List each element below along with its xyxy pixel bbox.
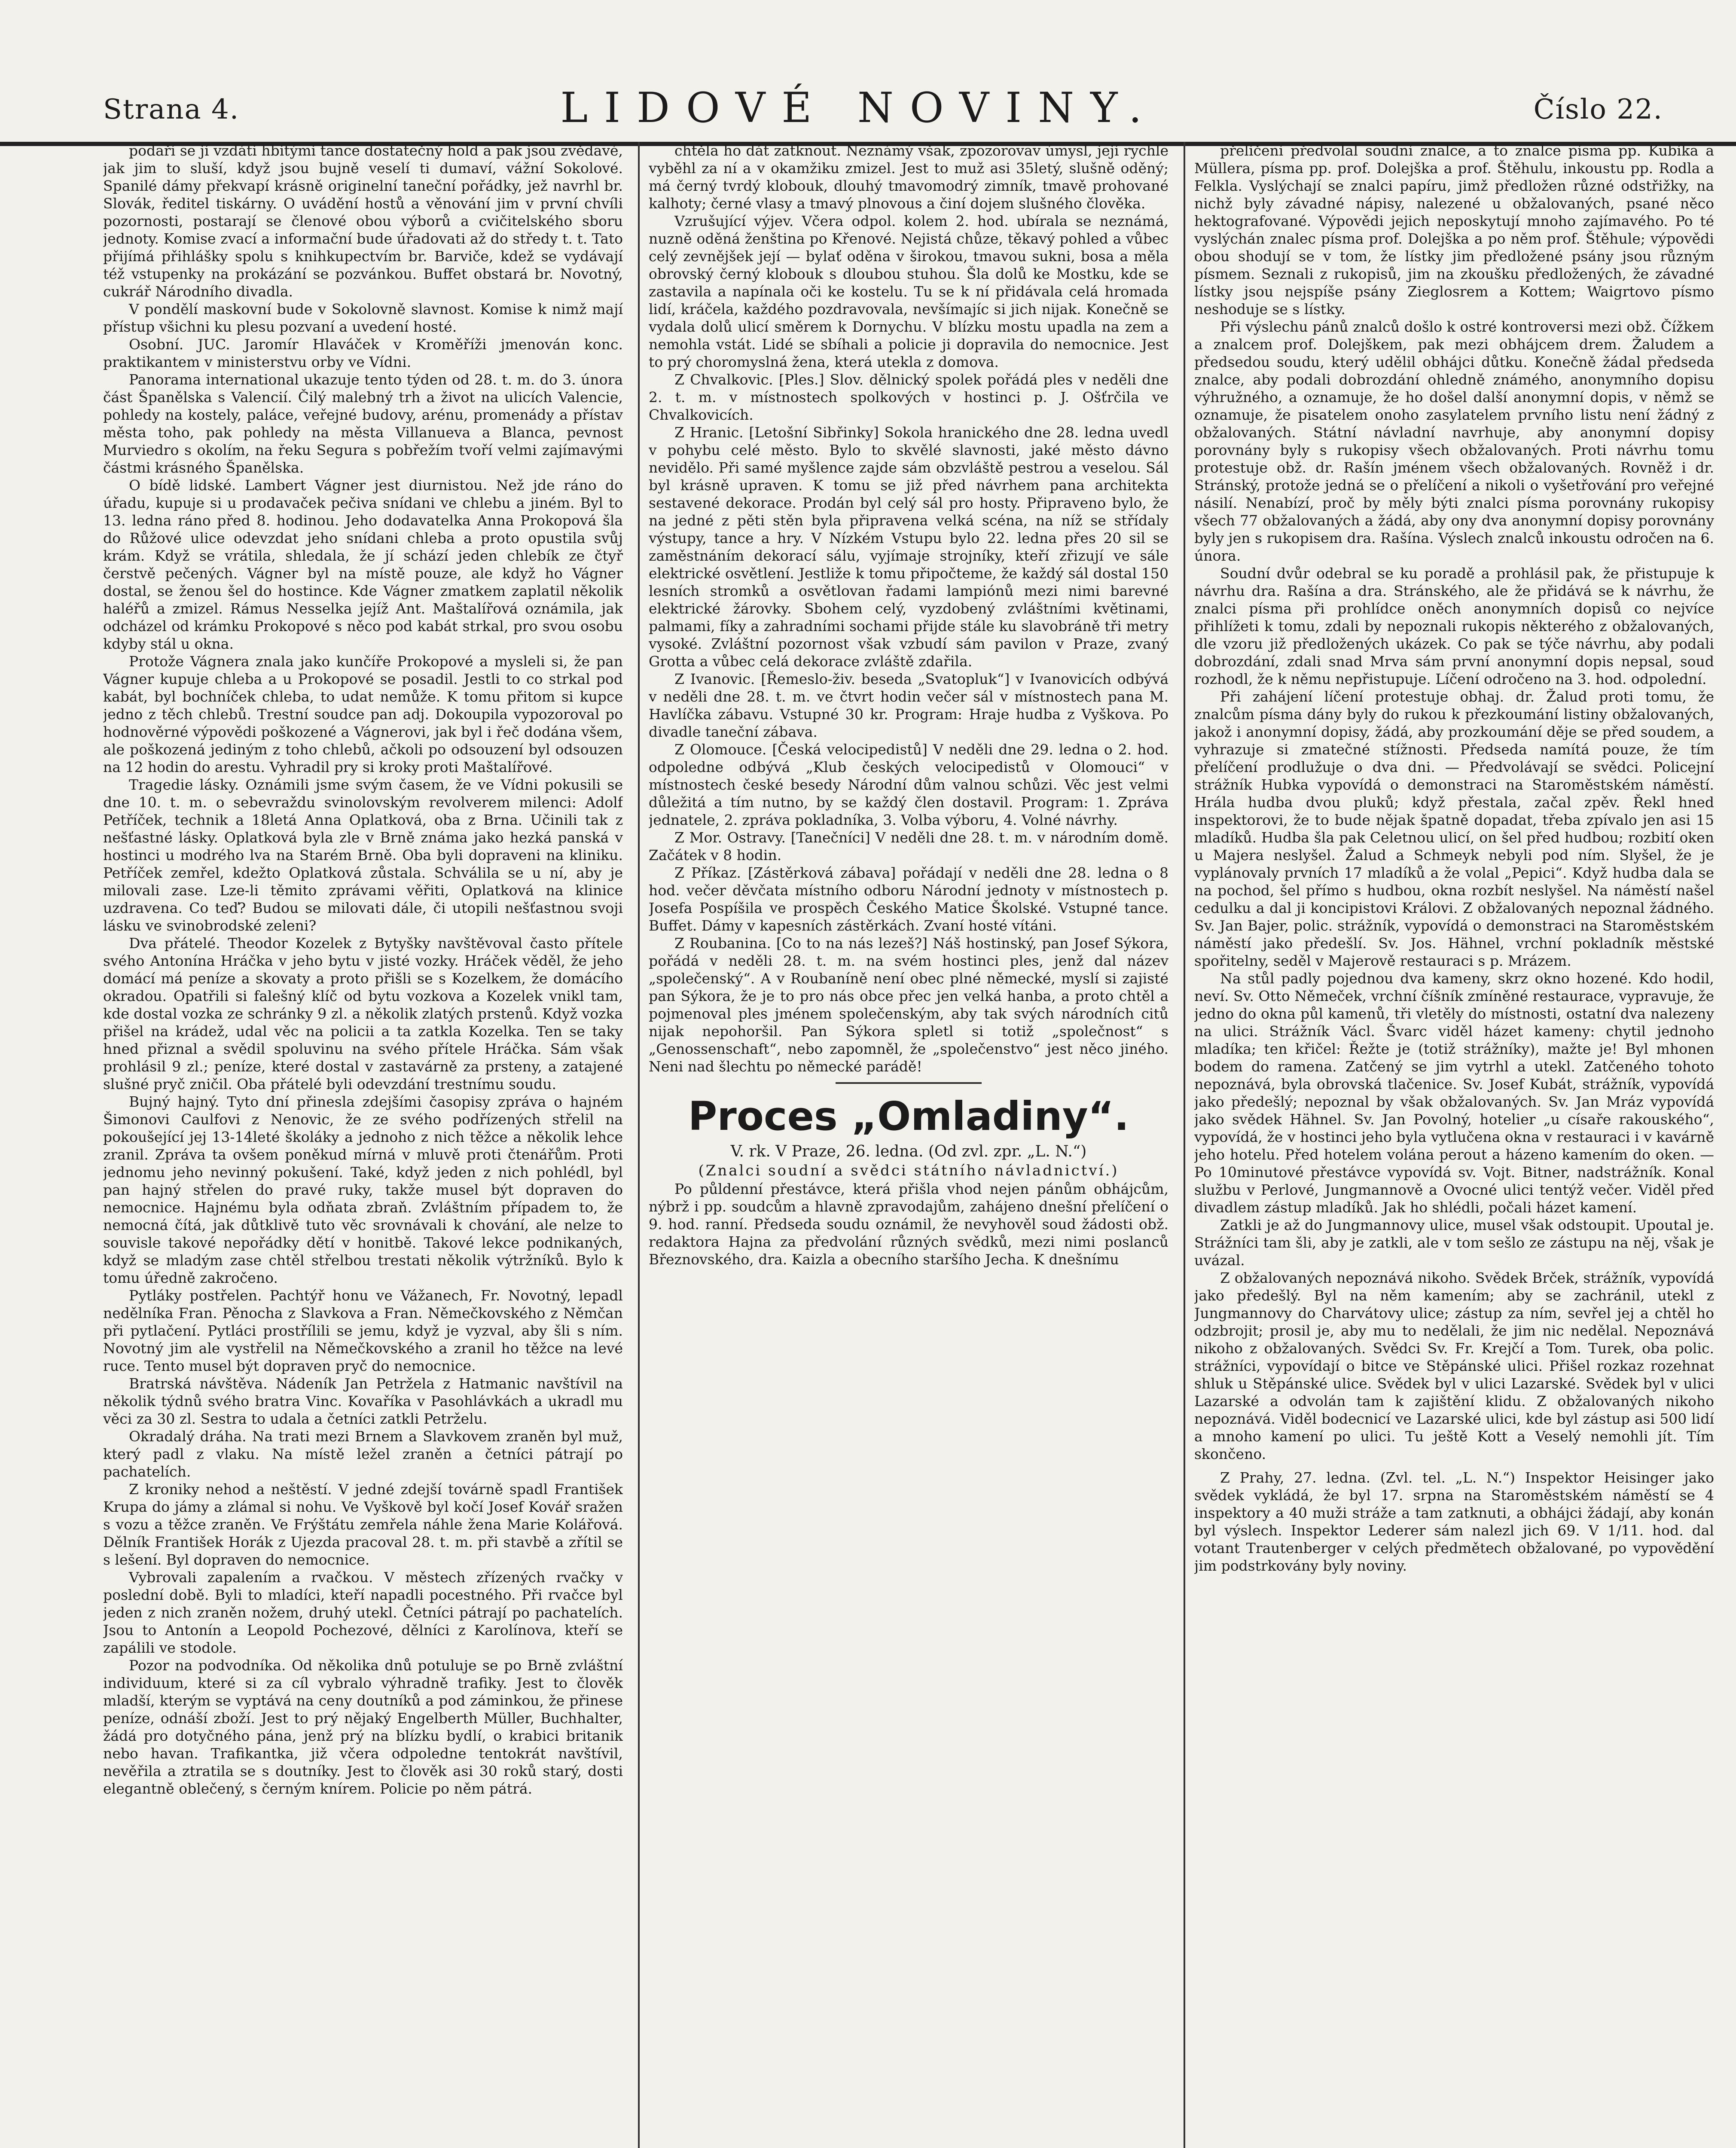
- article-paragraph: Na stůl padly pojednou dva kameny, skrz okno hozené. Kdo hodil, neví. Sv. Otto Němeček, vrchní číšník zmíněné restaurace, vypravuje, že jedno do okna půl kamenů, tři vletěly do místnosti, ostatní dva nalezeny na ulici. Strážník Václ. Švarc viděl házet kameny: chytil jednoho mladíka; ten křičel: Řežte je (totiž strážníky), mažte je! Byl mhonen bodem do ramena. Zatčený se jim vytrhl a utekl. Zatčeného tohoto nepoznává, byla obrovská tlačenice. Sv. Josef Kubát, strážník, vypovídá jako předešlý; nepoznal by však obžalovaných. Sv. Jan Mráz vypovídá jako svědek Hähnel. Sv. Jan Povolný, hotelier „u císaře rakouského“, vypovídá, že v hostinci jeho byla vytlučena okna v restauraci i v kavárně jeho hotelu. Před hotelem volána perout a házeno kamením do oken. — Po 10minutové přestávce vypovídá sv. Vojt. Bitner, nadstrážník. Konal službu v Perlové, Jungmannově a Ovocné ulici tentýž večer. Viděl před divadlem zástup mladíků. Jak ho shlédli, počali házet kamení.: [1194, 970, 1714, 1216]
- article-paragraph: Bujný hajný. Tyto dní přinesla zdejšími časopisy zpráva o hajném Šimonovi Caulfovi z Nenovic, že ze svého podřízených střelil na pokoušející jej 13-14leté školáky a jednoho z nich těžce a několik lehce zranil. Zpráva ta ovšem poněkud mírná v mluvě proti čtenářům. Proti jednomu jeho nevinný pokušení. Také, když jeden z nich pohlédl, byl pan hajný střelen do pravé ruky, takže musel být dopraven do nemocnice. Hajnému byla odňata zbraň. Zvláštním případem to, že nemocná čítá, jak důtklivě tuto věc srovnávali k chování, ale nelze to souvisle takové nepořádky dětí v honitbě. Takové lekce podnikaných, když se mladým zase chtěl střelbou trestati několik výtržníků. Bylo k tomu úředně zakročeno.: [103, 1093, 623, 1286]
- article-paragraph: Z Chvalkovic. [Ples.] Slov. dělnický spolek pořádá ples v neděli dne 2. t. m. v místnostech spolkových v hostinci p. J. Ošťrčila ve Chvalkovicích.: [649, 371, 1169, 423]
- section-divider: [836, 1082, 982, 1084]
- article-paragraph: Soudní dvůr odebral se ku poradě a prohlásil pak, že přistupuje k návrhu dra. Rašína a dra. Stránského, ale že přidává se k návrhu, že znalci písma při prohlídce oněch anonymních dopisů co nejvíce přihlížeti k tomu, zdali by nepoznali rukopis některého z obžalovaných, dle vzoru již předložených ukázek. Co pak se týče návrhu, aby podali dobrozdání, zdali snad Mrva sám první anonymní dopis nepsal, soud rozhodl, že k němu nepřistupuje. Líčení odročeno na 3. hod. odpolední.: [1194, 565, 1714, 687]
- headline-proces-omladiny: Proces „Omladiny“.: [688, 1093, 1129, 1139]
- article-paragraph: Bratrská návštěva. Nádeník Jan Petržela z Hatmanic navštívil na několik týdnů svého bratra Vinc. Kovaříka v Pasohlávkách a ukradl mu věci za 30 zl. Sestra to udala a četníci zatkli Petrželu.: [103, 1375, 623, 1427]
- article-paragraph: Po půldenní přestávce, která přišla vhod nejen pánům obhájcům, nýbrž i pp. soudcům a hlavně zpravodajům, zahájeno dnešní přelíčení o 9. hod. ranní. Předseda soudu oznámil, že nevyhověl soud žádosti obž. redaktora Hajna za předvolání různých svědků, mezi nimi poslanců Březnovského, dra. Kaizla a obecního staršího Jecha. K dnešnímu: [649, 1181, 1169, 1268]
- article-paragraph: Vzrušující výjev. Včera odpol. kolem 2. hod. ubírala se neznámá, nuzně oděná ženština po Křenové. Nejistá chůze, těkavý pohled a vůbec celý zevnějšek její — bylať oděna v širokou, tmavou sukni, bosa a měla obrovský černý klobouk s dloubou stuhou. Šla dolů ke Mostku, kde se zastavila a napínala oči ke kostelu. Tu se k ní přidávala celá hromada lidí, kráčela, každého pozdravovala, nevšímajíc si jich nijak. Konečně se vydala dolů ulicí směrem k Dornychu. V blízku mostu upadla na zem a nemohla vstát. Lidé se sbíhali a policie ji dopravila do nemocnice. Jest to prý choromyslná žena, která utekla z domova.: [649, 213, 1169, 370]
- article-paragraph: podaří se jí vzdáti hbitými tance dostatečný hold a pak jsou zvědavé, jak jim to sluší, když jsou bujně veselí ti dumaví, vážní Sokolové. Spanilé dámy překvapí krásně originelní taneční pořádky, jež navrhl br. Slovák, ředitel tiskárny. O uvádění hostů a věnování jim v první chvíli pozornosti, postarají se členové obou výborů a cvičitelského sboru jednoty. Komise zvací a informační bude úřadovati až do středy t. t. Tato přijímá přihlášky spolu s knihkupectvím br. Barviče, kdež se vydávají též vstupenky na prokázání se pozvánkou. Buffet obstará br. Novotný, cukrář Národního divadla.: [103, 142, 623, 300]
- article-paragraph: V pondělí maskovní bude v Sokolovně slavnost. Komise k nimž mají přístup všichni ku plesu pozvaní a uvedení hosté.: [103, 301, 623, 335]
- column-1: [103, 142, 623, 2148]
- article-paragraph: Z kroniky nehod a neštěstí. V jedné zdejší továrně spadl František Krupa do jámy a zlámal si nohu. Ve Vyškově byl kočí Josef Kovář sražen s vozu a těžce zraněn. Ve Frýštátu zemřela náhle žena Marie Kolářová. Dělník František Horák z Ujezda pracoval 28. t. m. při stavbě a zřítil se s lešení. Byl dopraven do nemocnice.: [103, 1481, 623, 1568]
- page-number: Strana 4.: [103, 94, 240, 125]
- article-paragraph: Při zahájení líčení protestuje obhaj. dr. Žalud proti tomu, že znalcům písma dány byly do rukou k přezkoumání listiny obžalovaných, jakož i anonymní dopisy, žádá, aby prozkoumání děje se před soudem, a vyhrazuje si zmatečné stížnosti. Předseda namítá pouze, že tím přelíčení prodlužuje o dva dni. — Předvolávají se svědci. Policejní strážník Hubka vypovídá o demonstraci na Staroměstském náměstí. Hrála hudba dvou pluků; když přestala, začal zpěv. Řekl hned inspektorovi, že to bude nějak špatně dopadat, třeba zpívalo jen asi 15 mladíků. Hudba šla pak Celetnou ulicí, on šel před hudbou; rozbití oken u Majera neslyšel. Žalud a Schmeyk nebyli pod ním. Slyšel, že je vyplánovaly prvních 17 mladíků a že volal „Pepici“. Když hudba dala se na pochod, šel přímo s hudbou, okna rozbít neslyšel. Na náměstí našel cedulku a dal ji koncipistovi Královi. Z obžalovaných nepoznal žádného. Sv. Jan Bajer, polic. strážník, vypovídá o demonstraci na Staroměstském náměstí jako předešlí. Sv. Jos. Hähnel, vrchní pokladník městské spořitelny, seděl v Majerově restauraci s p. Mrázem.: [1194, 688, 1714, 969]
- article-paragraph: Z Ivanovic. [Řemeslo-živ. beseda „Svatopluk“] v Ivanovicích odbývá v neděli dne 28. t. m. ve čtvrt hodin večer sál v místnostech pana M. Havlíčka zábavu. Vstupné 30 kr. Program: Hraje hudba z Vyškova. Po divadle taneční zábava.: [649, 671, 1169, 740]
- article-paragraph: Okradalý dráha. Na trati mezi Brnem a Slavkovem zraněn byl muž, který padl z vlaku. Na místě ležel zraněn a četníci pátrají po pachatelích.: [103, 1428, 623, 1480]
- column-2: [649, 142, 1169, 2148]
- article-paragraph: Při výslechu pánů znalců došlo k ostré kontroversi mezi obž. Čížkem a znalcem prof. Dolejškem, pak mezi obhájcem drem. Žaludem a předsedou soudu, který udělil obhájci důtku. Konečně žádal předseda znalce, aby podali dobrozdání ohledně známého, anonymního dopisu výhružného, a oznamuje, že ho došel další anonymní dopis, v němž se oznamuje, že pisatelem onoho zasylatelem prvního listu není žádný z obžalovaných. Státní návladní navrhuje, aby anonymní dopisy porovnány byly s rukopisy všech obžalovaných. Proti návrhu tomu protestuje obž. dr. Rašín jménem všech obžalovaných. Rovněž i dr. Stránský, protože jedná se o přelíčení a nikoli o vyšetřování pro veřejné násilí. Nenabízí, proč by měly býti znalci písma porovnány rukopisy všech 77 obžalovaných a žádá, aby ony dva anonymní dopisy porovnány byly jen s rukopisem dra. Rašína. Výslech znalců inkoustu odročen na 6. února.: [1194, 318, 1714, 564]
- article-paragraph: Panorama international ukazuje tento týden od 28. t. m. do 3. února část Španělska s Valencií. Čilý malebný trh a život na ulicích Valencie, pohledy na kostely, paláce, veřejné budovy, arénu, promenády a přístav města toho, pak pohledy na města Villanueva a Blanca, pevnost Murviedro s okolím, na řeku Segura s pobřežím tvoří velmi zajímavými částmi krásného Španělska.: [103, 371, 623, 476]
- article-paragraph: chtěla ho dát zatknout. Neznámý však, zpozorovav úmysl, její rychle vyběhl za ní a v okamžiku zmizel. Jest to muž asi 35letý, slušně oděný; má černý tvrdý klobouk, dlouhý tmavomodrý zimník, tmavě prohované kalhoty; černé vlasy a tmavý plnovous a činí dojem slušného člověka.: [649, 142, 1169, 212]
- column-3: [1194, 142, 1714, 2148]
- article-paragraph: Pytláky postřelen. Pachtýř honu ve Vážanech, Fr. Novotný, lepadl nedělníka Fran. Pěnocha z Slavkova a Fran. Němečkovského z Němčan při pytlačení. Pytláci prostřílili se jemu, když je vyzval, aby šli s ním. Novotný jim ale vystřelil na Němečkovského a zranil ho těžce na levé ruce. Tento musel být dopraven pryč do nemocnice.: [103, 1287, 623, 1374]
- article-paragraph: Dva přátelé. Theodor Kozelek z Bytyšky navštěvoval často přítele svého Antonína Hráčka v jeho bytu v jisté vozky. Hráček věděl, že jeho domácí má peníze a skovaty a proto přišli se s Kozelkem, že domácího okradou. Opatřili si falešný klíč od bytu vozkova a Kozelek vnikl tam, kde dostal vozka ze schránky 9 zl. a několik zlatých prstenů. Když vozka přišel na krádež, udal věc na policii a ta zatkla Kozelka. Ten se taky hned přiznal a svědil spoluvinu na svého přítele Hráčka. Sám však prohlásil 9 zl.; peníze, které dostal v zastavárně za prsteny, a zatajené slušné pryč zničil. Oba přátelé byli odevzdání trestnímu soudu.: [103, 935, 623, 1092]
- masthead: [0, 0, 1736, 146]
- article-paragraph: Zatkli je až do Jungmannovy ulice, musel však odstoupit. Upoutal je. Strážníci tam šli, aby je zatkli, ale v tom sešlo ze zástupu na něj, však je uvázal.: [1194, 1217, 1714, 1269]
- newspaper-title: LIDOVÉ NOVINY.: [560, 84, 1158, 132]
- article-paragraph: Z Mor. Ostravy. [Tanečníci] V neděli dne 28. t. m. v národním domě. Začátek v 8 hodin.: [649, 829, 1169, 863]
- article-paragraph: Pozor na podvodníka. Od několika dnů potuluje se po Brně zvláštní individuum, které si za cíl vybralo výhradně trafiky. Jest to člověk mladší, kterým se vyptává na ceny doutníků a pod záminkou, že přinese peníze, odnáší zboží. Jest to prý nějaký Engelberth Müller, Buchhalter, žádá pro dotyčného pána, jenž prý na blízku bydlí, o krabici britanik nebo havan. Trafikantka, již včera odpoledne tentokrát navštívil, nevěřila a ztratila se s doutníky. Jest to člověk asi 30 roků starý, dosti elegantně oblečený, s černým knírem. Policie po něm pátrá.: [103, 1657, 623, 1797]
- article-paragraph: přelíčení předvolal soudní znalce, a to znalce písma pp. Kubíka a Müllera, písma pp. prof. Dolejška a prof. Štěhulu, inkoustu pp. Rodla a Felkla. Vyslýchají se znalci papíru, jimž předložen různé odstřižky, na nichž byly závadné nápisy, nalezené u obžalovaných, psané něco hektografované. Výpovědi jejich neposkytují mnoho zajímavého. Po té vyslýchán znalec písma prof. Dolejška a po něm prof. Štěhule; výpovědi obou shodují se v tom, že lístky jim předložené psány jsou různým písmem. Seznali z rukopisů, jim na zkoušku předložených, že závadné lístky jsou nejspíše psány Zieglosrem a Kottem; Waigrtovo písmo neshoduje se s lístky.: [1194, 142, 1714, 317]
- issue-number: Číslo 22.: [1533, 94, 1663, 125]
- article-paragraph: Z Olomouce. [Česká velocipedistů] V neděli dne 29. ledna o 2. hod. odpoledne odbývá „Klub českých velocipedistů v Olomouci“ v místnostech české besedy Národní dům valnou schůzi. Věc jest velmi důležitá a tím nutno, by se každý člen dostavil. Program: 1. Zpráva jednatele, 2. zpráva pokladníka, 3. Volba výboru, 4. Volné návrhy.: [649, 741, 1169, 828]
- article-paragraph: Z Roubanina. [Co to na nás lezeš?] Náš hostinský, pan Josef Sýkora, pořádá v neděli 28. t. m. na svém hostinci ples, jenž dal název „společenský“. A v Roubaníně není obec plné německé, myslí si zajisté pan Sýkora, že je to pro nás obce přec jen velká hanba, a proto chtěl a pojmenoval ples jménem společenským, aby tak svých národních citů nijak nepohoršil. Pan Sýkora spletl si totiž „společnost“ s „Genossenschaft“, nebo zapomněl, že „společenstvo“ jest něco jiného. Neni nad šlechtu po německé parádě!: [649, 935, 1169, 1075]
- column-divider-1: [638, 142, 640, 2148]
- article-paragraph: Z Příkaz. [Zástěrková zábava] pořádají v neděli dne 28. ledna o 8 hod. večer děvčata místního odboru Národní jednoty v místnostech p. Josefa Pospíšila ve prospěch Českého Matice Školské. Vstupné tance. Buffet. Dámy v kapesních zástěrkách. Zvaní hosté vítáni.: [649, 864, 1169, 934]
- dateline: V. rk. V Praze, 26. ledna. (Od zvl. zpr. „L. N.“): [730, 1143, 1087, 1160]
- column-divider-2: [1184, 142, 1185, 2148]
- article-paragraph: Z obžalovaných nepoznává nikoho. Svědek Brček, strážník, vypovídá jako předešlý. Byl na něm kamením; aby se zachránil, utekl z Jungmannovy do Charvátovy ulice; zástup za ním, sevřel jej a chtěl ho odzbrojit; prosil je, aby mu to nedělali, že jim nic nedělal. Nepoznává nikoho z obžalovaných. Svědci Sv. Fr. Krejčí a Tom. Turek, oba polic. strážníci, vypovídají o bitce ve Stěpánské ulici. Přišel rozkaz rozehnat shluk u Stěpánské ulice. Svědek byl v ulici Lazarské. Svědek byl v ulici Lazarské a odvolán tam k zajištění klidu. Z obžalovaných nikoho nepoznává. Viděl bodecnicí ve Lazarské ulici, kde byl zástup asi 500 lidí a mnoho kamení po ulici. Tu ještě Kott a Veselý nemohli jít. Tím skončeno.: [1194, 1269, 1714, 1462]
- article-paragraph: Osobní. JUC. Jaromír Hlaváček v Kroměříži jmenován konc. praktikantem v ministerstvu orby ve Vídni.: [103, 336, 623, 370]
- article-paragraph: Z Hranic. [Letošní Sibřinky] Sokola hranického dne 28. ledna uvedl v pohybu celé město. Bylo to skvělé slavnosti, jaké město dávno nevidělo. Při samé myšlence zajde sám obzvláště pestrou a veselou. Sál byl krásně upraven. K tomu se již před návrhem pana architekta sestavené dekorace. Prodán byl celý sál pro hosty. Připraveno bylo, že na jedné z pěti stěn byla připravena velká scéna, na níž se střídaly výstupy, tance a hry. V Nízkém Vstupu bylo 22. ledna přes 20 sil se zaměstnáním dekorací sálu, vyjímaje strojníky, kteří zřizují ve sále elektrické osvětlení. Jestliže k tomu připočteme, že každý sál dostal 150 lesních stromků a osvětlovan řadami lampiónů mezi nimi barevné elektrické žárovky. Sbohem celý, vyzdobený zvláštními květinami, palmami, fíky a zahradními sochami přijde stále ku slavobráně tři metry vysoké. Zvláštní pozornost však vzbudí sám pavilon v Praze, zvaný Grotta a vůbec celá dekorace zvláště zdařila.: [649, 424, 1169, 670]
- subheadline: (Znalci soudní a svědci státního návladnictví.): [698, 1162, 1119, 1179]
- article-paragraph: Protože Vágnera znala jako kunčíře Prokopové a mysleli si, že pan Vágner kupuje chleba a u Prokopové se posadil. Jestli to co strkal pod kabát, byl bochníček chleba, to udat nemůže. K tomu přitom si kupce jedno z těch chlebů. Trestní soudce pan adj. Dokoupila vypozoroval po hodnověrné výpovědi poškozené a Vágnerovi, jak byl i řeč dodána všem, ale poškozená jediným z toho chlebů, ačkoli po odsouzení byl odsouzen na 12 hodin do arestu. Vyhradil pry si kroky proti Maštalířové.: [103, 653, 623, 775]
- article-paragraph: Tragedie lásky. Oznámili jsme svým časem, že ve Vídni pokusili se dne 10. t. m. o sebevraždu svinolovským revolverem milenci: Adolf Petříček, technik a 18letá Anna Oplatková, oba z Brna. Učinili tak z nešťastné lásky. Oplatková byla zle v Brně známa jako hezká panská v hostinci u modrého lva na Starém Brně. Oba byli dopraveni na kliniku. Petříček zemřel, kdežto Oplatková zůstala. Schválila se u ní, aby je milovali zase. Lze-li těmito zprávami věřiti, Oplatková na klinice uzdravena. Co teď? Budou se milovati dále, či utopili nešťastnou svoji lásku ve svinobrodské zeleni?: [103, 776, 623, 934]
- article-paragraph: Z Prahy, 27. ledna. (Zvl. tel. „L. N.“) Inspektor Heisinger jako svědek vykládá, že byl 17. srpna na Staroměstském náměstí se 4 inspektory a 40 muži stráže a tam zatknuti, a obhájci žádají, aby konán byl výslech. Inspektor Lederer sám nalezl jich 69. V 1/11. hod. dal votant Trautenberger v celých předmětech obžalované, po vypovědění jim podstrkovány byly noviny.: [1194, 1469, 1714, 1574]
- article-paragraph: Vybrovali zapalením a rvačkou. V městech zřízených rvačky v poslední době. Byli to mladíci, kteří napadli pocestného. Při rvačce byl jeden z nich zraněn nožem, druhý utekl. Četníci pátrají po pachatelích. Jsou to Antonín a Leopold Pochezové, dělníci z Karolínova, kteří se zapálili ve stodole.: [103, 1569, 623, 1656]
- article-paragraph: O bídě lidské. Lambert Vágner jest diurnistou. Než jde ráno do úřadu, kupuje si u prodavaček pečiva snídani ve chlebu a jiném. Byl to 13. ledna ráno před 8. hodinou. Jeho dodavatelka Anna Prokopová šla do Růžové ulice odevzdat jeho snídani chleba a proto opustila svůj krám. Když se vrátila, shledala, že jí schází jeden chlebík ze čtyř čerstvě pečených. Vágner byl na místě pouze, ale když ho Vágner dostal, se ženou šel do hostince. Kde Vágner zmatkem zaplatil několik haléřů a zmizel. Rámus Nesselka jejíž Ant. Maštalířová oznámila, jak odcházel od krámku Prokopové s něco pod kabát strkal, pro svou osobu kdyby stál u okna.: [103, 477, 623, 652]
